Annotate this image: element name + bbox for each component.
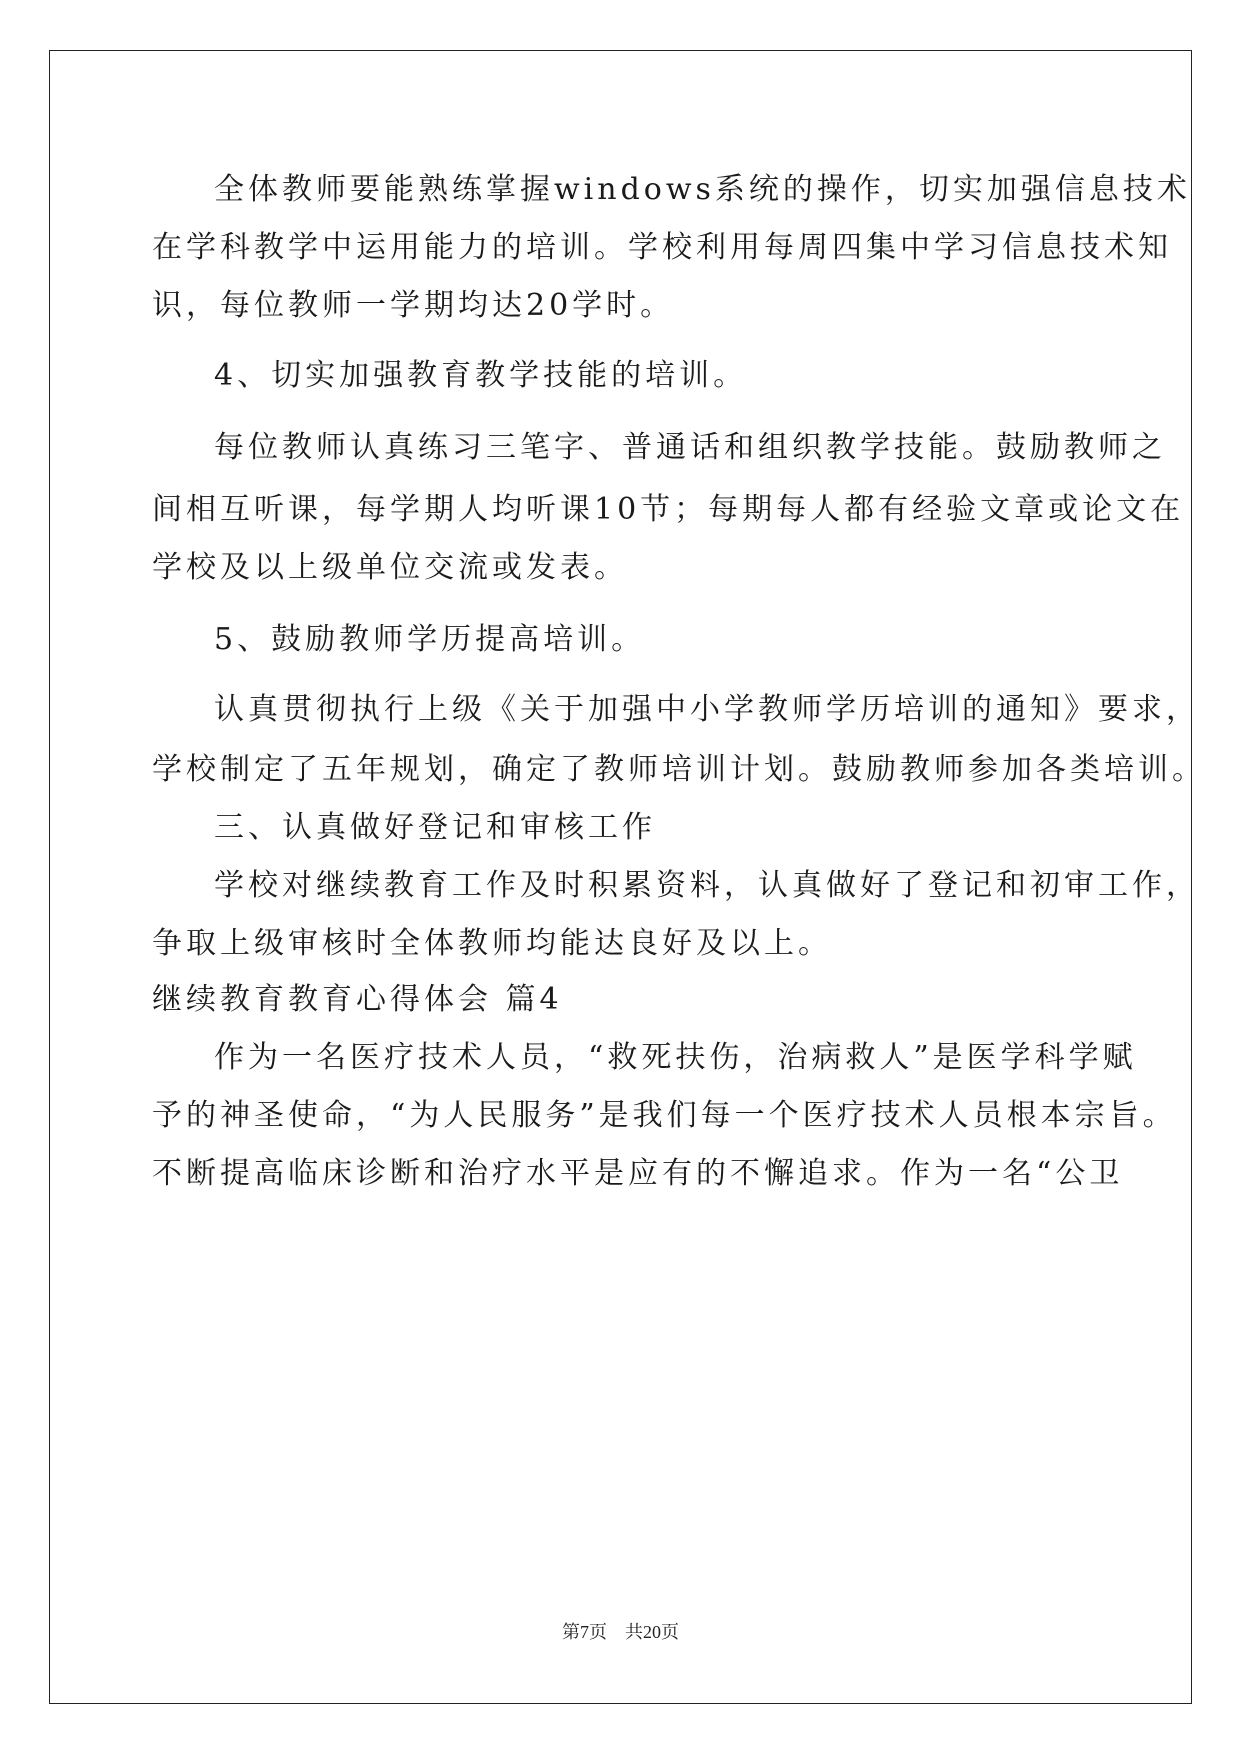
paragraph-line: 每位教师认真练习三笔字、普通话和组织教学技能。鼓励教师之 bbox=[214, 430, 1166, 465]
paragraph-line: 认真贯彻执行上级《关于加强中小学教师学历培训的通知》要求， bbox=[214, 692, 1200, 727]
paragraph-line: 间相互听课，每学期人均听课10节；每期每人都有经验文章或论文在 bbox=[152, 492, 1185, 527]
paragraph-line: 在学科教学中运用能力的培训。学校利用每周四集中学习信息技术知 bbox=[152, 230, 1172, 265]
paragraph-line: 学校制定了五年规划，确定了教师培训计划。鼓励教师参加各类培训。 bbox=[152, 752, 1206, 787]
paragraph-line: 作为一名医疗技术人员，“救死扶伤，治病救人”是医学科学赋 bbox=[214, 1040, 1137, 1075]
section-heading: 5、鼓励教师学历提高培训。 bbox=[214, 622, 646, 657]
paragraph-line: 争取上级审核时全体教师均能达良好及以上。 bbox=[152, 926, 832, 961]
paragraph-line: 学校及以上级单位交流或发表。 bbox=[152, 550, 628, 585]
paragraph-line: 学校对继续教育工作及时积累资料，认真做好了登记和初审工作， bbox=[214, 868, 1200, 903]
paragraph-line: 全体教师要能熟练掌握windows系统的操作，切实加强信息技术 bbox=[214, 172, 1191, 207]
paragraph-line: 予的神圣使命，“为人民服务”是我们每一个医疗技术人员根本宗旨。 bbox=[152, 1098, 1177, 1133]
paragraph-line: 识，每位教师一学期均达20学时。 bbox=[152, 288, 675, 323]
paragraph-line: 不断提高临床诊断和治疗水平是应有的不懈追求。作为一名“公卫 bbox=[152, 1156, 1124, 1191]
section-heading: 三、认真做好登记和审核工作 bbox=[214, 810, 656, 845]
page-number: 第7页 共20页 bbox=[562, 1622, 679, 1642]
section-heading: 4、切实加强教育教学技能的培训。 bbox=[214, 358, 748, 393]
article-title: 继续教育教育心得体会 篇4 bbox=[152, 982, 563, 1017]
